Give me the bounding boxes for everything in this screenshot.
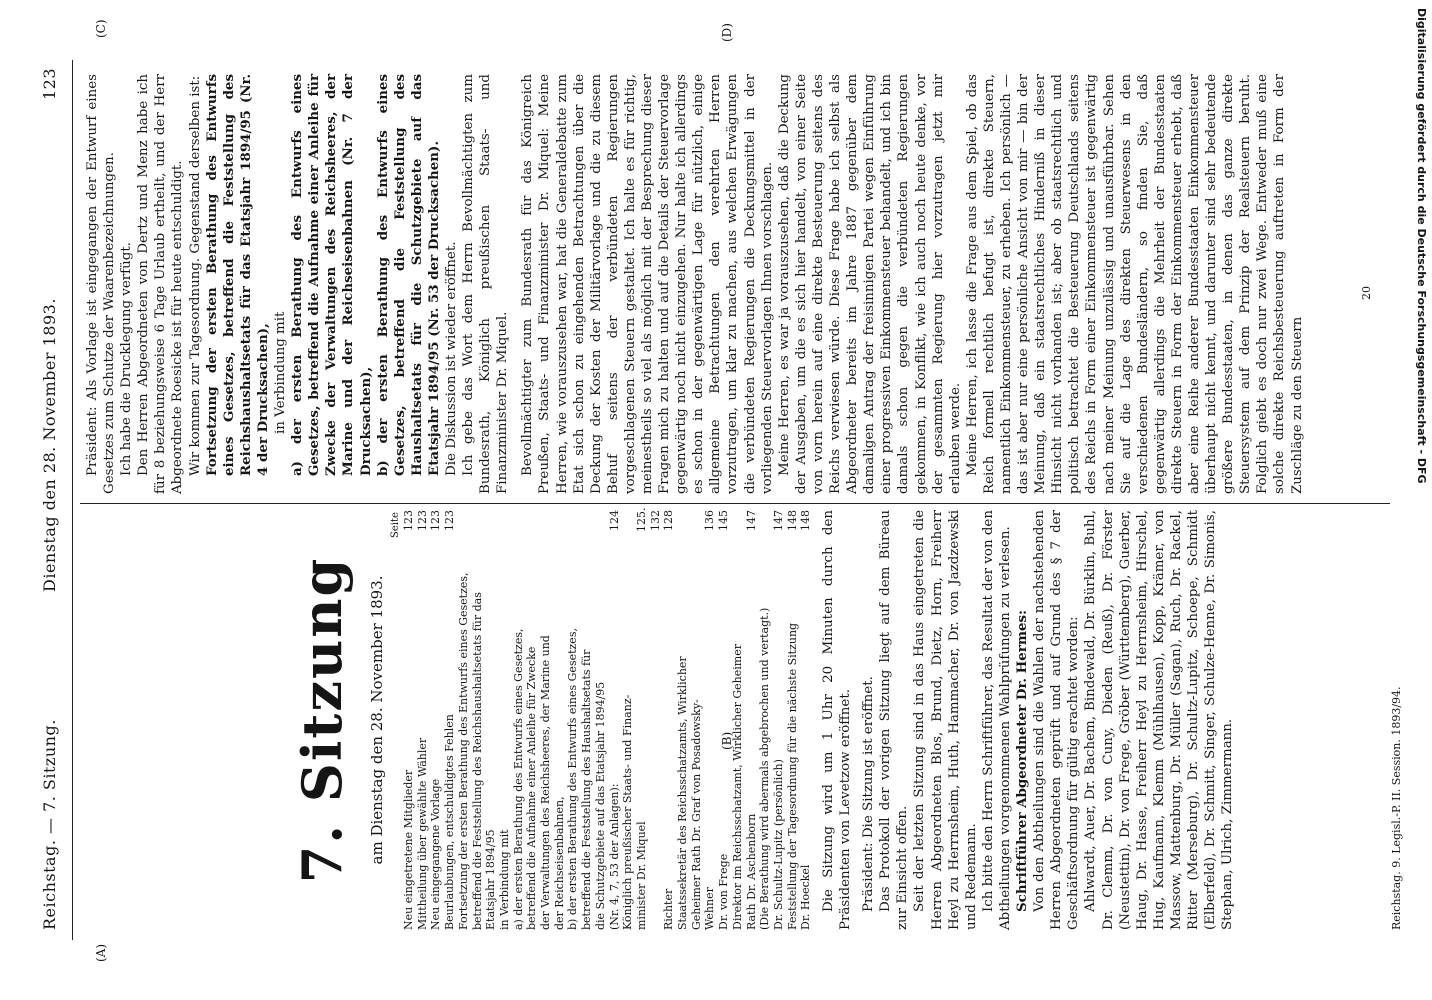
- toc-entry-page: [621, 510, 635, 532]
- toc-entry-text: betreffend die Feststellung des Haushaltsetats für: [580, 649, 594, 930]
- toc-row: [471, 510, 485, 930]
- toc-row: [745, 510, 759, 930]
- toc-entry-page: 145: [717, 510, 731, 531]
- toc-row: [608, 510, 622, 930]
- toc-row: [758, 510, 772, 930]
- toc-row: [634, 507, 662, 930]
- agenda-item: b) der ersten Berathung des Entwurfs eines Gesetzes, betreffend die Feststellung des Haushaltsetats für die Schutzgebiete auf das Etatsjahr 1894/95 (Nr. 53 der Drucksachen).: [374, 74, 442, 476]
- paragraph: Ahlwardt, Auer, Dr. Bachem, Bindewald, Dr. Bürklin, Buhl, Dr. Clemm, Dr. von Cuny, Dieden (Reuß), Dr. Förster (Neustettin), Dr. von Frege, Gröber (Württemberg), Guerber, Haug, Dr. Hasse, Freiherr Heyl zu Herrnsheim, Hirschel, Hug, Kaufmann, Klemm (Mühlhausen), Kopp, Krämer, von Massow, Mattenburg, Dr. Müller (Sagan), Ruch, Dr. Rackel, Ritter (Merseburg), Dr. Schultz-Lupitz, Schoepe, Schmidt (Elberfeld), Dr. Schmitt, Singer, Schulze-Henne, Dr. Simonis, Stephan, Ulrich, Zimmermann.: [1083, 510, 1236, 930]
- toc-row: [731, 510, 745, 930]
- toc-row: [443, 510, 457, 930]
- toc-entry-text: Wehner: [703, 887, 717, 930]
- toc-row: [594, 510, 608, 930]
- toc-entry-text: Dr. Hoeckel: [799, 864, 813, 930]
- session-title: 7. Sitzung: [290, 556, 354, 884]
- toc-entry-text: Fortsetzung der ersten Berathung des Entwurfs eines Gesetzes,: [456, 572, 470, 930]
- toc-row: [402, 510, 416, 930]
- toc-entry-text: Etatsjahr 1894/95: [484, 829, 498, 930]
- toc-entry-text: in Verbindung mit: [497, 829, 511, 930]
- toc-entry-text: Feststellung der Tagesordnung für die nächste Sitzung: [785, 622, 799, 930]
- toc-entry-text: a) der ersten Berathung des Entwurfs eines Gesetzes,: [511, 628, 525, 930]
- toc-entry-text: betreffend die Feststellung des Reichshaushaltsetats für das: [470, 592, 484, 930]
- toc-row: [580, 510, 594, 930]
- toc-entry-page: [553, 510, 567, 532]
- toc-entry-page: 123: [443, 510, 457, 531]
- toc-entry-page: 123: [402, 510, 415, 531]
- toc-entry-text: Direktor im Reichsschatzamt, Wirklicher Geheimer: [730, 644, 744, 930]
- margin-mark-b: (B): [720, 731, 734, 750]
- toc-row: [772, 510, 786, 930]
- toc-row: [539, 510, 553, 930]
- margin-mark-d: (D): [720, 23, 734, 42]
- toc-entry-page: 123: [415, 510, 429, 531]
- toc-entry-page: [731, 510, 745, 532]
- margin-mark-c: (C): [94, 19, 108, 38]
- toc-entry-page: [512, 510, 526, 532]
- paragraph: Das Protokoll der vorigen Sitzung liegt auf dem Büreau zur Einsicht offen.: [878, 510, 911, 930]
- toc-entry-text: Richter: [662, 888, 676, 930]
- toc-entry-page: [457, 510, 471, 532]
- toc-entry-page: [471, 510, 485, 532]
- toc-entry-page: [676, 510, 690, 532]
- toc-entry-page: [566, 510, 580, 532]
- toc-row: [512, 510, 526, 930]
- agenda-item: Fortsetzung der ersten Berathung des Entwurfs eines Gesetzes, betreffend die Feststellung des Reichshaushaltsetats für das Etatsjahr 1894/95 (Nr. 4 der Drucksachen),: [203, 74, 271, 476]
- toc-entry-text: Staatssekretär des Reichsschatzamts, Wirklicher: [676, 656, 690, 930]
- toc-entry-page: [690, 510, 704, 532]
- paragraph: Ich bitte den Herrn Schriftführer, das Resultat der von den Abtheilungen vorgenommenen Wahlprüfungen zu verlesen.: [980, 510, 1013, 930]
- toc-row: [416, 510, 430, 930]
- agenda-connector: in Verbindung mit: [273, 311, 289, 434]
- header-left: Reichstag. — 7. Sitzung.: [40, 719, 59, 930]
- toc-row: [717, 510, 731, 930]
- toc-row: [703, 510, 717, 930]
- paragraph: Präsident: Die Sitzung ist eröffnet.: [861, 676, 877, 912]
- toc-row: [429, 510, 443, 930]
- toc-entry-page: 148: [785, 510, 799, 531]
- toc-entry-text: Beurlaubungen, entschuldigtes Fehlen: [443, 714, 457, 930]
- left-column-text: [820, 510, 1236, 930]
- toc-entry-page: 147: [744, 510, 758, 531]
- paragraph: Wir kommen zur Tagesordnung. Gegenstand derselben ist:: [187, 75, 203, 476]
- right-column-text: [84, 74, 1306, 494]
- paragraph: Von den Abtheilungen sind die Wahlen der nachstehenden Herren Abgeordneten geprüft und auf Grund des § 7 der Geschäftsordnung für gültig erachtet worden:: [1032, 510, 1082, 930]
- paragraph: Die Diskussion ist wieder eröffnet.: [443, 241, 459, 476]
- toc-entry-text: die Schutzgebiete auf das Etatsjahr 1894/95: [593, 681, 607, 930]
- header-center: Dienstag den 28. November 1893.: [40, 298, 59, 592]
- toc-entry-text: Neu eingegangene Vorlage: [429, 778, 443, 930]
- toc-entry-text: Königlich preußischer Staats- und Finanz-: [621, 694, 635, 930]
- toc-row: [799, 510, 813, 930]
- toc-entry-page: 124: [607, 510, 621, 531]
- toc-row: [621, 510, 635, 930]
- toc-entry-page: 147: [771, 510, 785, 531]
- agenda-item: a) der ersten Berathung des Entwurfs eines Gesetzes, betreffend die Aufnahme einer Anleihe für Zwecke der Verwaltungen des Reichsheeres, der Marine und der Reichseisenbahnen (Nr. 7 der Drucksachen),: [289, 74, 374, 476]
- paragraph: Ich habe die Drucklegung verfügt.: [119, 242, 135, 476]
- digitization-credit: Digitalisierung gefördert durch die Deutsche Forschungsgemeinschaft - DFG: [1415, 8, 1428, 484]
- seite-label: Seite: [390, 512, 401, 538]
- toc-row: [498, 510, 512, 930]
- paragraph: Die Sitzung wird um 1 Uhr 20 Minuten durch den Präsidenten von Levetzow eröffnet.: [821, 510, 854, 930]
- toc-entry-page: [758, 510, 772, 532]
- footer-left: Reichstag. 9. Legisl.-P. II. Session. 1893/94.: [1390, 686, 1403, 930]
- toc-entry-text: Geheimer Rath Dr. Graf von Posadowsky-: [689, 699, 703, 930]
- column-footer-number: 20: [1360, 286, 1373, 300]
- toc-entry-page: 125. 132: [634, 507, 662, 532]
- toc-entry-text: (Nr. 4, 7, 53 der Anlagen):: [607, 783, 621, 930]
- paragraph: Den Herren Abgeordneten von Dertz und Menz habe ich für 8 beziehungsweise 6 Tage Urlaub ertheilt, und der Herr Abgeordnete Roesicke ist für heute entschuldigt.: [136, 74, 186, 494]
- toc-entry-page: [594, 510, 608, 532]
- toc-row: [786, 510, 800, 930]
- toc-row: [484, 510, 498, 930]
- toc-entry-page: [498, 510, 512, 532]
- paragraph: Meine Herren, ich lasse die Frage aus dem Spiel, ob das Reich formell rechtlich befugt ist, direkte Steuern, namentlich Einkommensteuer, zu erheben. Ich persönlich — das ist aber nur eine persönliche Ansicht von mir — bin der Meinung, daß ein staatsrechtliches Hinderniß in dieser Hinsicht nicht vorhanden ist; aber ob staatsrechtlich und politisch betrachtet die Besteuerung Deutschlands seitens des Reichs in Form einer Einkommensteuer ist gegenwärtig nach meiner Meinung unzulässig und unausführbar. Sehen Sie auf die Lage des direkten Steuerwesens in den verschiedenen Bundesländern, so finden Sie, daß gegenwärtig allerdings die Mehrheit der Bundesstaaten direkte Steuern in Form der Einkommensteuer erhebt, daß aber eine Reihe anderer Bundesstaaten Einkommensteuer überhaupt nicht kennt, und darunter sind sehr bedeutende größere Bundesstaaten, in denen das ganze direkte Steuersystem auf dem Prinzip der Realsteuern beruht. Folglich giebt es doch nur zwei Wege. Entweder muß eine solche direkte Reichsbesteuerung auftreten in Form der Zuschläge zu den Steuern: [964, 74, 1305, 494]
- toc-entry-text: (Die Berathung wird abermals abgebrochen und vertagt.): [758, 607, 772, 930]
- toc-entry-text: b) der ersten Berathung des Entwurfs eines Gesetzes,: [566, 628, 580, 930]
- toc-entry-text: minister Dr. Miquel: [634, 821, 648, 930]
- toc-entry-text: der Reichseisenbahnen,: [552, 796, 566, 930]
- paragraph: Meine Herren, es war ja vorauszusehen, daß die Deckung der Ausgaben, um die es sich hier handelt, von einer Seite von vorn herein auf eine direkte Besteuerung seitens des Reichs verwiesen würde. Diese Frage habe ich selbst als Abgeordneter bereits im Jahre 1887 gegenüber dem damaligen Antrag der freisinnigen Partei wegen Einführung einer progressiven Einkommensteuer behandelt, und ich bin damals schon gegen die verbündeten Regierungen gekommen, in Konflikt, wie ich auch noch heute denke, vor der gesammten Regierung hier vorzutragen jetzt mir erlauben werde.: [776, 74, 963, 494]
- toc-row: [553, 510, 567, 930]
- paragraph: Bevollmächtigter zum Bundesrath für das Königreich Preußen, Staats- und Finanzminister Dr. Miquel: Meine Herren, wie vorauszusehen war, hat die Generaldebatte zum Etat sich schon zu eingehenden Betrachtungen über die Deckung der Kosten der Militärvorlage und die zu diesem Behuf seitens der verbündeten Regierungen vorgeschlagenen Steuern gestaltet. Ich halte es für richtig, meinestheils so viel als möglich mit der Besprechung dieser Fragen mich zu halten und auf die Details der Steuervorlage gegenwärtig noch nicht einzugehen. Nur halte ich allerdings es schon in der gegenwärtigen Lage für nützlich, einige allgemeine Betrachtungen den verehrten Herren vorzutragen, um klar zu machen, aus welchen Erwägungen die verbündeten Regierungen die Deckungsmittel in der vorliegenden Steuervorlagen Ihnen vorschlagen.: [520, 74, 775, 494]
- toc-entry-page: 128: [662, 510, 676, 531]
- toc-entry-page: [580, 510, 594, 532]
- toc-entry-page: 148: [799, 510, 813, 531]
- table-of-contents: [402, 507, 813, 930]
- margin-mark-a: (A): [94, 943, 108, 962]
- paragraph: Ich gebe das Wort dem Herrn Bevollmächtigten zum Bundesrath, Königlich preußischen Staats- und Finanzminister Dr. Miquel.: [461, 74, 511, 494]
- column-divider: [80, 503, 1390, 504]
- toc-entry-text: der Verwaltungen des Reichsheeres, der Marine und: [539, 635, 553, 930]
- toc-entry-page: [539, 510, 553, 532]
- toc-entry-page: [525, 510, 539, 532]
- toc-row: [457, 510, 471, 930]
- paragraph: Präsident: Als Vorlage ist eingegangen der Entwurf eines Gesetzes zum Schutze der Waarenbezeichnungen.: [85, 74, 118, 494]
- toc-row: [566, 510, 580, 930]
- toc-entry-text: betreffend die Aufnahme einer Anleihe für Zwecke: [525, 646, 539, 930]
- toc-row: [662, 510, 676, 930]
- session-date: am Dienstag den 28. November 1893.: [368, 575, 386, 865]
- toc-entry-page: 136: [703, 510, 717, 531]
- page-number: 123: [40, 67, 59, 100]
- toc-entry-text: Rath Dr. Aschenborn: [744, 813, 758, 930]
- toc-entry-text: Mittheilung über gewählte Wähler: [415, 737, 429, 930]
- toc-row: [690, 510, 704, 930]
- toc-row: [525, 510, 539, 930]
- toc-row: [676, 510, 690, 930]
- toc-entry-text: Neu eingetretene Mitglieder: [402, 769, 415, 930]
- toc-entry-text: Dr. Schultz-Lupitz (persönlich): [771, 759, 785, 930]
- toc-entry-page: [484, 510, 498, 532]
- header-rule: [72, 60, 73, 940]
- toc-entry-page: 123: [429, 510, 443, 531]
- paragraph: Seit der letzten Sitzung sind in das Haus eingetreten die Herren Abgeordneten Blos, Brund, Dietz, Horn, Freiherr Heyl zu Herrnsheim, Huth, Hammacher, Dr. von Jazdzewski und Redemann.: [912, 510, 979, 930]
- toc-entry-text: Dr. von Frege: [717, 853, 731, 930]
- speaker-line: Schriftführer Abgeordneter Dr. Hermes:: [1014, 610, 1031, 912]
